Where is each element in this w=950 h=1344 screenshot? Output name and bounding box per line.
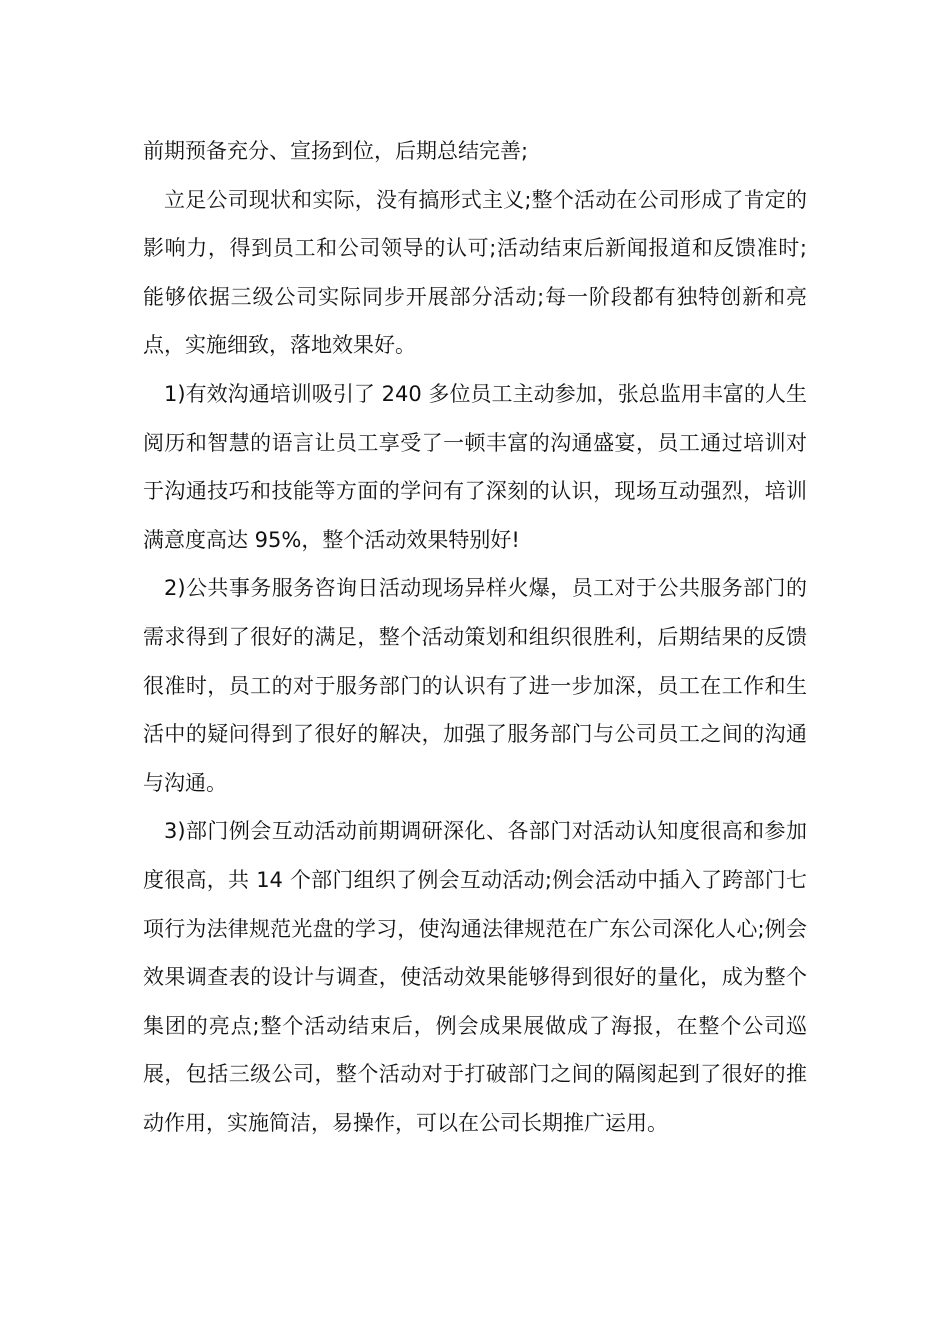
paragraph-item-3: 3)部门例会互动活动前期调研深化、各部门对活动认知度很高和参加度很高，共 14 个部门组织了例会互动活动;例会活动中插入了跨部门七项行为法律规范光盘的学习，使沟通法律规范在广东公司深化人心;例会效果调查表的设计与调查，使活动效果能够得到很好的量化，成为整个集团的亮点;整个活动结束后，例会成果展做成了海报，在整个公司巡展，包括三级公司，整个活动对于打破部门之间的隔阂起到了很好的推动作用，实施简洁，易操作，可以在公司长期推广运用。: [143, 819, 807, 1135]
document-body: [143, 127, 807, 1147]
paragraph-item-2: 2)公共事务服务咨询日活动现场异样火爆，员工对于公共服务部门的需求得到了很好的满足，整个活动策划和组织很胜利，后期结果的反馈很准时，员工的对于服务部门的认识有了进一步加深，员工在工作和生活中的疑问得到了很好的解决，加强了服务部门与公司员工之间的沟通与沟通。: [143, 576, 807, 795]
paragraph-summary: 立足公司现状和实际，没有搞形式主义;整个活动在公司形成了肯定的影响力，得到员工和公司领导的认可;活动结束后新闻报道和反馈准时;能够依据三级公司实际同步开展部分活动;每一阶段都有独特创新和亮点，实施细致，落地效果好。: [143, 187, 807, 358]
paragraph-intro: 前期预备充分、宣扬到位，后期总结完善;: [143, 139, 529, 163]
paragraph-item-1: 1)有效沟通培训吸引了 240 多位员工主动参加，张总监用丰富的人生阅历和智慧的语言让员工享受了一顿丰富的沟通盛宴，员工通过培训对于沟通技巧和技能等方面的学问有了深刻的认识，现场互动强烈，培训满意度高达 95%，整个活动效果特别好!: [143, 381, 807, 552]
